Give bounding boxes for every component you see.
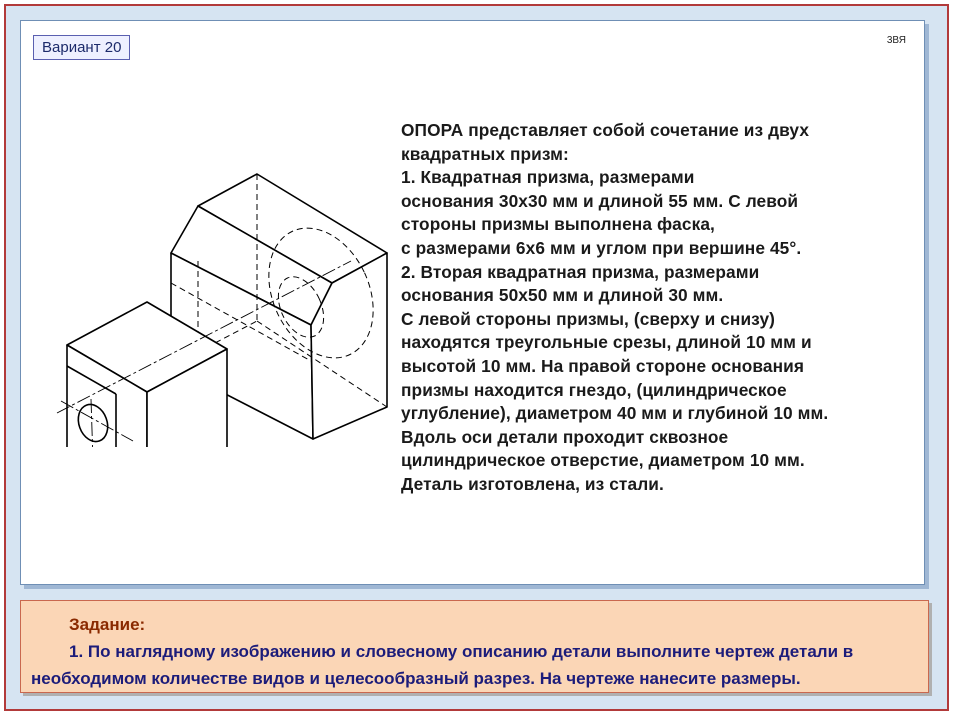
description-line: цилиндрическое отверстие, диаметром 10 мм. [401, 450, 805, 471]
description-line: 1. Квадратная призма, размерами [401, 167, 695, 188]
description-line: основания 30х30 мм и длиной 55 мм. С левой [401, 190, 799, 211]
description-line: углубление), диаметром 40 мм и глубиной 10 мм. [401, 403, 829, 424]
description-line: основания 50х50 мм и длиной 30 мм. [401, 285, 724, 306]
task-box [20, 600, 929, 693]
description-line: находятся треугольные срезы, длиной 10 мм и [401, 332, 812, 353]
description-line: ОПОРА представляет собой сочетание из двух [401, 120, 810, 140]
variant-badge: Вариант 20 [33, 35, 130, 60]
code-label: 3ВЯ [886, 35, 906, 46]
description-line: призмы находится гнездо, (цилиндрическое [401, 379, 787, 400]
task-text: 1. По наглядному изображению и словесному описанию детали выполните чертеж детали в необходимом количестве видов и целесообразный разрез. На чертеже нанесите размеры. [31, 642, 854, 688]
description-line: стороны призмы выполнена фаска, [401, 214, 715, 235]
description-line: высотой 10 мм. На правой стороне основания [401, 355, 805, 376]
description-line: 2. Вторая квадратная призма, размерами [401, 261, 760, 282]
description-line: Деталь изготовлена, из стали. [401, 473, 664, 494]
part-description [401, 119, 921, 497]
description-line: С левой стороны призмы, (сверху и снизу) [401, 308, 776, 329]
description-line: квадратных призм: [401, 143, 569, 164]
task-title: Задание: [69, 615, 146, 634]
drawing-sheet [20, 20, 925, 585]
isometric-drawing [39, 147, 389, 447]
description-line: с размерами 6х6 мм и углом при вершине 45°. [401, 237, 802, 258]
description-line: Вдоль оси детали проходит сквозное [401, 426, 729, 447]
